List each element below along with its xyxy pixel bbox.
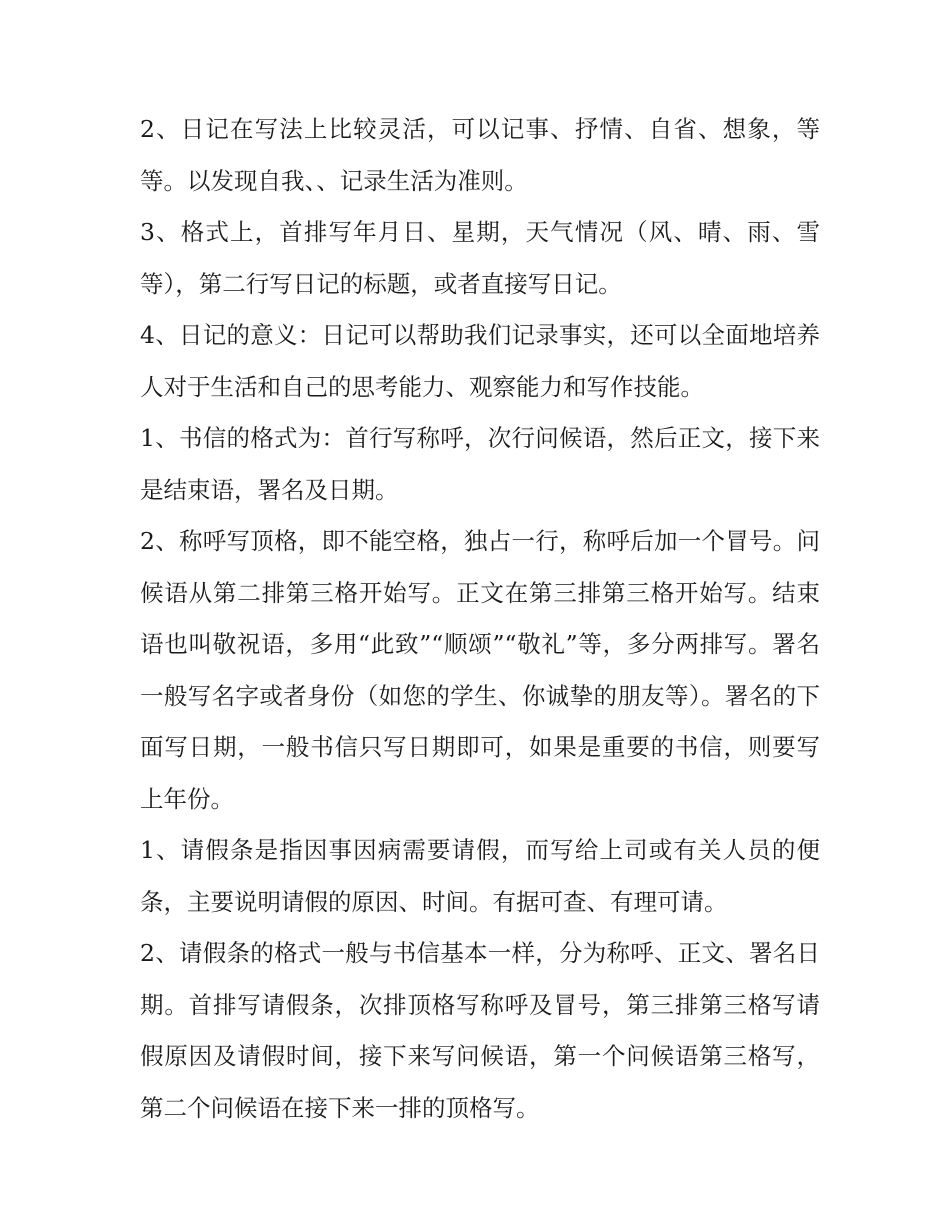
paragraph-diary-meaning: 4、日记的意义：日记可以帮助我们记录事实，还可以全面地培养人对于生活和自己的思考能力、观察能力和写作技能。 [140, 321, 820, 401]
document-body [140, 104, 820, 1134]
paragraph-letter-format: 1、书信的格式为：首行写称呼，次行问候语，然后正文，接下来是结束语，署名及日期。 [140, 424, 820, 504]
paragraph-leave-note-format: 2、请假条的格式一般与书信基本一样，分为称呼、正文、署名日期。首排写请假条，次排顶格写称呼及冒号，第三排第三格写请假原因及请假时间，接下来写问候语，第一个问候语第三格写，第二个问候语在接下来一排的顶格写。 [140, 939, 820, 1122]
paragraph-letter-details: 2、称呼写顶格，即不能空格，独占一行，称呼后加一个冒号。问候语从第二排第三格开始写。正文在第三排第三格开始写。结束语也叫敬祝语，多用“此致”“顺颂”“敬礼”等，多分两排写。署名一般写名字或者身份（如您的学生、你诚挚的朋友等）。署名的下面写日期，一般书信只写日期即可，如果是重要的书信，则要写上年份。 [140, 527, 820, 813]
paragraph-leave-note-definition: 1、请假条是指因事因病需要请假，而写给上司或有关人员的便条，主要说明请假的原因、时间。有据可查、有理可请。 [140, 836, 820, 916]
paragraph-diary-format: 3、格式上，首排写年月日、星期，天气情况（风、晴、雨、雪等），第二行写日记的标题，或者直接写日记。 [140, 218, 820, 298]
paragraph-diary-style: 2、日记在写法上比较灵活，可以记事、抒情、自省、想象，等等。以发现自我、、记录生活为准则。 [140, 115, 820, 195]
